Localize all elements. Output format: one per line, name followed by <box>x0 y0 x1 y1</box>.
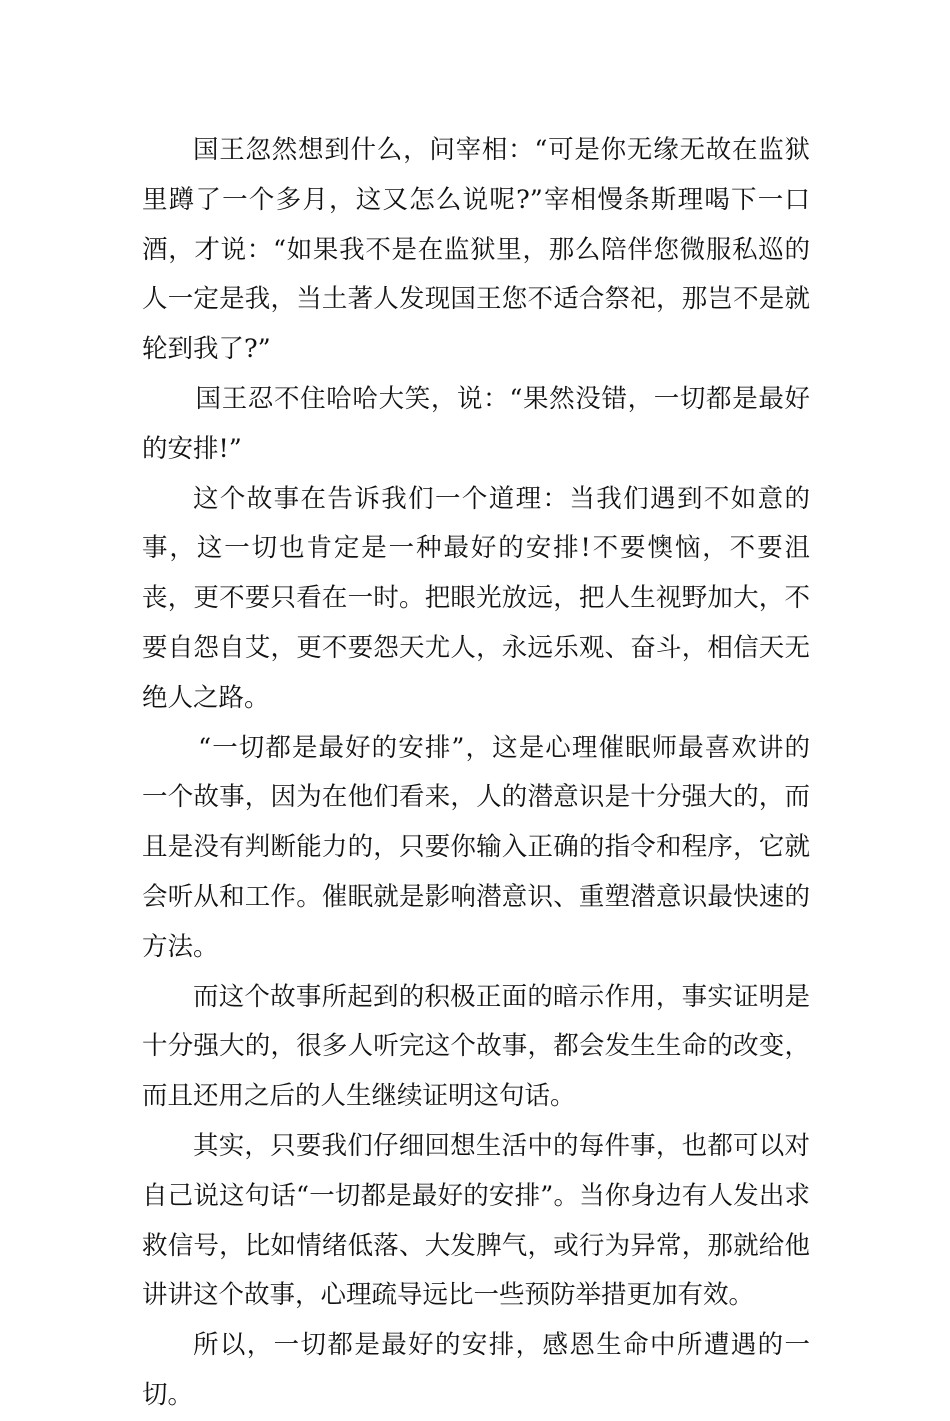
paragraph-3: 这个故事在告诉我们一个道理：当我们遇到不如意的事，这一切也肯定是一种最好的安排!不要懊恼，不要沮丧，更不要只看在一时。把眼光放远，把人生视野加大，不要自怨自艾，更不要怨天尤人，永远乐观、奋斗，相信天无绝人之路。 <box>142 483 810 713</box>
paragraph-2: 国王忍不住哈哈大笑，说：“果然没错，一切都是最好的安排!” <box>142 383 810 464</box>
paragraph-1: 国王忽然想到什么，问宰相：“可是你无缘无故在监狱里蹲了一个多月，这又怎么说呢?”宰相慢条斯理喝下一口酒，才说：“如果我不是在监狱里，那么陪伴您微服私巡的人一定是我，当土著人发现国王您不适合祭祀，那岂不是就轮到我了?” <box>142 135 810 365</box>
document-body <box>142 126 810 1421</box>
paragraph-4: “一切都是最好的安排”，这是心理催眠师最喜欢讲的一个故事，因为在他们看来，人的潜意识是十分强大的，而且是没有判断能力的，只要你输入正确的指令和程序，它就会听从和工作。催眠就是影响潜意识、重塑潜意识最快速的方法。 <box>142 732 810 962</box>
paragraph-6: 其实，只要我们仔细回想生活中的每件事，也都可以对自己说这句话“一切都是最好的安排”。当你身边有人发出求救信号，比如情绪低落、大发脾气，或行为异常，那就给他讲讲这个故事，心理疏导远比一些预防举措更加有效。 <box>142 1130 810 1311</box>
paragraph-7: 所以，一切都是最好的安排，感恩生命中所遭遇的一切。 <box>142 1330 810 1410</box>
paragraph-5: 而这个故事所起到的积极正面的暗示作用，事实证明是十分强大的，很多人听完这个故事，都会发生生命的改变，而且还用之后的人生继续证明这句话。 <box>142 981 810 1112</box>
